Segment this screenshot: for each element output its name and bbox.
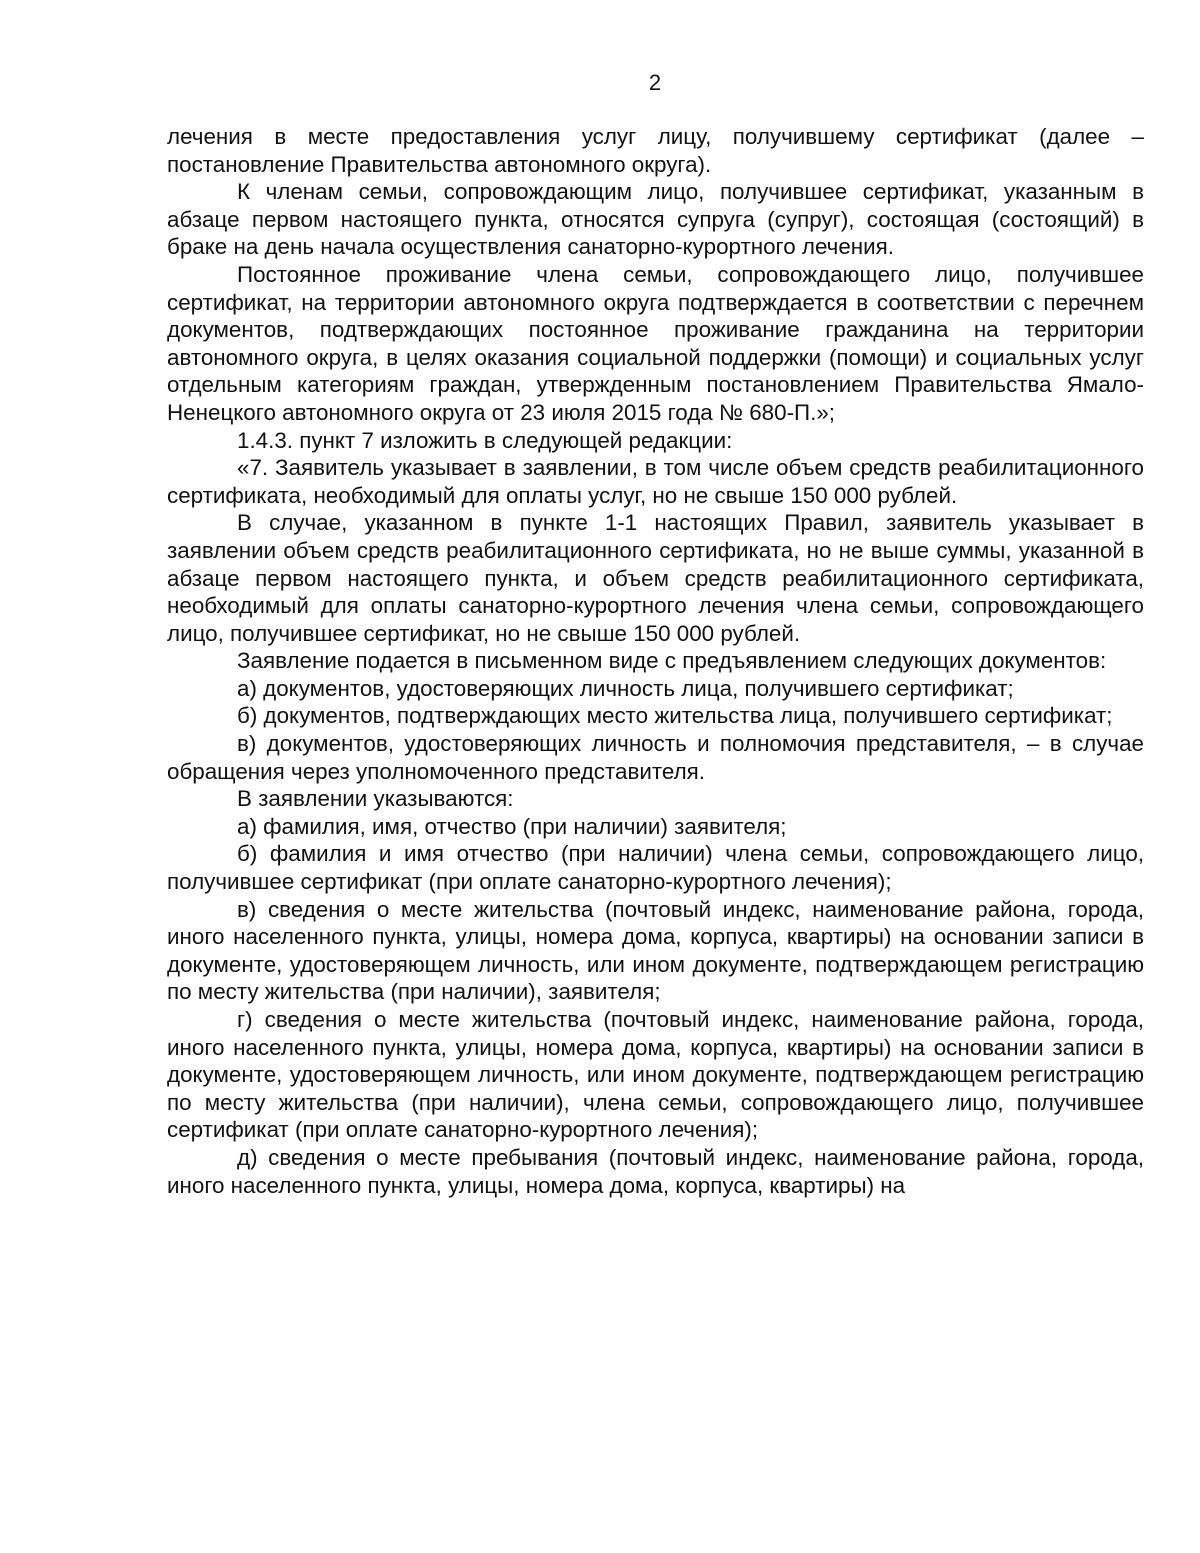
- paragraph-continuation: лечения в месте предоставления услуг лицу, получившему сертификат (далее – постановление Правительства автономного округа).: [167, 124, 1144, 177]
- paragraph-item-1-4-3: 1.4.3. пункт 7 изложить в следующей редакции:: [237, 427, 733, 453]
- list-item-contents-a: а) фамилия, имя, отчество (при наличии) заявителя;: [237, 813, 787, 839]
- list-item-docs-b: б) документов, подтверждающих место жительства лица, получившего сертификат;: [237, 703, 1113, 729]
- page-number: 2: [648, 70, 662, 95]
- list-item-docs-a: а) документов, удостоверяющих личность лица, получившего сертификат;: [237, 675, 1014, 701]
- list-item-contents-b: б) фамилия и имя отчество (при наличии) члена семьи, сопровождающего лицо, получившее сертификат (при оплате санаторно-курортного лечения);: [167, 841, 1144, 895]
- paragraph-application-documents: Заявление подается в письменном виде с предъявлением следующих документов:: [237, 648, 1107, 674]
- list-item-contents-d: д) сведения о месте пребывания (почтовый индекс, наименование района, города, иного населенного пункта, улицы, номера дома, корпуса, квартиры) на: [167, 1144, 1144, 1198]
- list-item-contents-g: г) сведения о месте жительства (почтовый индекс, наименование района, города, иного населенного пункта, улицы, номера дома, корпуса, квартиры) на основании записи в документе, удостоверяющем личность, или ином документе, подтверждающем регистрацию по месту жительства (при наличии), члена семьи, сопровождающего лицо, получившее сертификат (при оплате санаторно-курортного лечения);: [167, 1007, 1144, 1143]
- paragraph-point-7: «7. Заявитель указывает в заявлении, в том числе объем средств реабилитационного сертификата, необходимый для оплаты услуг, но не свыше 150 000 рублей.: [167, 455, 1144, 508]
- paragraph-permanent-residence: Постоянное проживание члена семьи, сопровождающего лицо, получившее сертификат, на территории автономного округа подтверждается в соответствии с перечнем документов, подтверждающих постоянное проживание гражданина на территории автономного округа, в целях оказания социальной поддержки (помощи) и социальных услуг отдельным категориям граждан, утвержденным постановлением Правительства Ямало-Ненецкого автономного округа от 23 июля 2015 года № 680-П.»;: [167, 261, 1144, 425]
- paragraph-family-members: К членам семьи, сопровождающим лицо, получившее сертификат, указанным в абзаце первом настоящего пункта, относятся супруга (супруг), состоящая (состоящий) в браке на день начала осуществления санаторно-курортного лечения.: [167, 179, 1144, 260]
- paragraph-application-contents: В заявлении указываются:: [237, 786, 514, 812]
- paragraph-case-1-1: В случае, указанном в пункте 1-1 настоящих Правил, заявитель указывает в заявлении объем средств реабилитационного сертификата, но не выше суммы, указанной в абзаце первом настоящего пункта, и объем средств реабилитационного сертификата, необходимый для оплаты санаторно-курортного лечения члена семьи, сопровождающего лицо, получившее сертификат, но не свыше 150 000 рублей.: [167, 510, 1144, 646]
- list-item-contents-v: в) сведения о месте жительства (почтовый индекс, наименование района, города, иного населенного пункта, улицы, номера дома, корпуса, квартиры) на основании записи в документе, удостоверяющем личность, или ином документе, подтверждающем регистрацию по месту жительства (при наличии), заявителя;: [167, 896, 1144, 1005]
- list-item-docs-v: в) документов, удостоверяющих личность и полномочия представителя, – в случае обращения через уполномоченного представителя.: [167, 731, 1144, 784]
- document-body: [167, 123, 1144, 1199]
